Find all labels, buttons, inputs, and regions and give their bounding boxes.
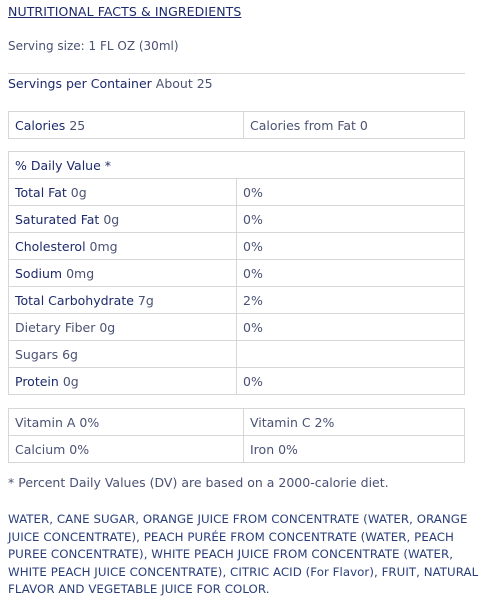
serving-size: Serving size: 1 FL OZ (30ml) bbox=[8, 39, 179, 53]
vitamin-cell: Calcium 0% bbox=[9, 436, 244, 463]
nutrient-cell bbox=[9, 233, 237, 260]
calories-cell bbox=[9, 112, 244, 139]
calories-label: Calories bbox=[15, 117, 66, 133]
nutrient-dv: 0% bbox=[237, 368, 465, 395]
nutrient-name: Protein bbox=[15, 373, 59, 389]
daily-value-header-row bbox=[9, 152, 465, 179]
nutrient-amount: 0g bbox=[103, 211, 120, 227]
nutrient-dv: 0% bbox=[237, 314, 465, 341]
nutrient-subitem: Dietary Fiber 0g bbox=[9, 314, 237, 341]
vitamin-cell: Vitamin C 2% bbox=[244, 409, 465, 436]
table-row bbox=[9, 179, 465, 206]
ingredients-line: JUICE CONCENTRATE), PEACH PURÉE FROM CONCENTRATE (WATER, PEACH bbox=[8, 529, 454, 544]
calories-from-fat: Calories from Fat 0 bbox=[244, 112, 465, 139]
nutrient-dv: 0% bbox=[237, 206, 465, 233]
nutrient-cell bbox=[9, 206, 237, 233]
table-row bbox=[9, 341, 465, 368]
table-row bbox=[9, 409, 465, 436]
table-row bbox=[9, 260, 465, 287]
nutrient-dv: 2% bbox=[237, 287, 465, 314]
vitamin-cell: Vitamin A 0% bbox=[9, 409, 244, 436]
daily-value-header: % Daily Value * bbox=[9, 152, 465, 179]
nutrient-dv: 0% bbox=[237, 179, 465, 206]
table-row bbox=[9, 287, 465, 314]
nutrient-subitem: Sugars 6g bbox=[9, 341, 237, 368]
nutrient-amount: 0mg bbox=[89, 238, 118, 254]
table-row bbox=[9, 233, 465, 260]
servings-label: Servings per Container bbox=[8, 76, 152, 91]
vitamin-cell: Iron 0% bbox=[244, 436, 465, 463]
ingredients-line: FLAVOR AND VEGETABLE JUICE FOR COLOR. bbox=[8, 582, 270, 597]
ingredients-line: WATER, CANE SUGAR, ORANGE JUICE FROM CONCENTRATE (WATER, ORANGE bbox=[8, 512, 468, 526]
nutrient-dv: 0% bbox=[237, 233, 465, 260]
table-row bbox=[9, 436, 465, 463]
nutrient-amount: 0g bbox=[70, 184, 87, 200]
nutrient-cell bbox=[9, 287, 237, 314]
nutrient-amount: 7g bbox=[137, 292, 154, 308]
calories-row bbox=[9, 112, 465, 139]
nutrient-name: Sodium bbox=[15, 265, 63, 281]
table-row bbox=[9, 314, 465, 341]
vitamins-table bbox=[8, 408, 465, 463]
nutrient-cell bbox=[9, 368, 237, 395]
nutrient-cell bbox=[9, 179, 237, 206]
nutrient-dv bbox=[237, 341, 465, 368]
servings-per-container bbox=[8, 76, 213, 91]
nutrient-name: Total Carbohydrate bbox=[15, 292, 134, 308]
section-heading: NUTRITIONAL FACTS & INGREDIENTS bbox=[8, 4, 242, 19]
nutrient-name: Total Fat bbox=[15, 184, 67, 200]
ingredients-line: PUREE CONCENTRATE), WHITE PEACH JUICE FROM CONCENTRATE (WATER, bbox=[8, 547, 454, 562]
ingredients-text bbox=[8, 511, 479, 599]
servings-value: About 25 bbox=[155, 76, 213, 91]
nutrient-amount: 0mg bbox=[66, 265, 95, 281]
nutrient-cell bbox=[9, 260, 237, 287]
calories-table bbox=[8, 111, 465, 139]
table-row bbox=[9, 368, 465, 395]
table-row bbox=[9, 206, 465, 233]
ingredients-line: WHITE PEACH JUICE CONCENTRATE), CITRIC ACID (For Flavor), FRUIT, NATURAL bbox=[8, 564, 479, 579]
nutrient-name: Cholesterol bbox=[15, 238, 86, 254]
calories-value: 25 bbox=[69, 117, 86, 133]
daily-value-table bbox=[8, 151, 465, 395]
nutrient-dv: 0% bbox=[237, 260, 465, 287]
divider bbox=[8, 73, 465, 74]
nutrient-amount: 0g bbox=[62, 373, 79, 389]
nutrient-name: Saturated Fat bbox=[15, 211, 100, 227]
daily-value-footnote: * Percent Daily Values (DV) are based on a 2000-calorie diet. bbox=[8, 475, 389, 490]
